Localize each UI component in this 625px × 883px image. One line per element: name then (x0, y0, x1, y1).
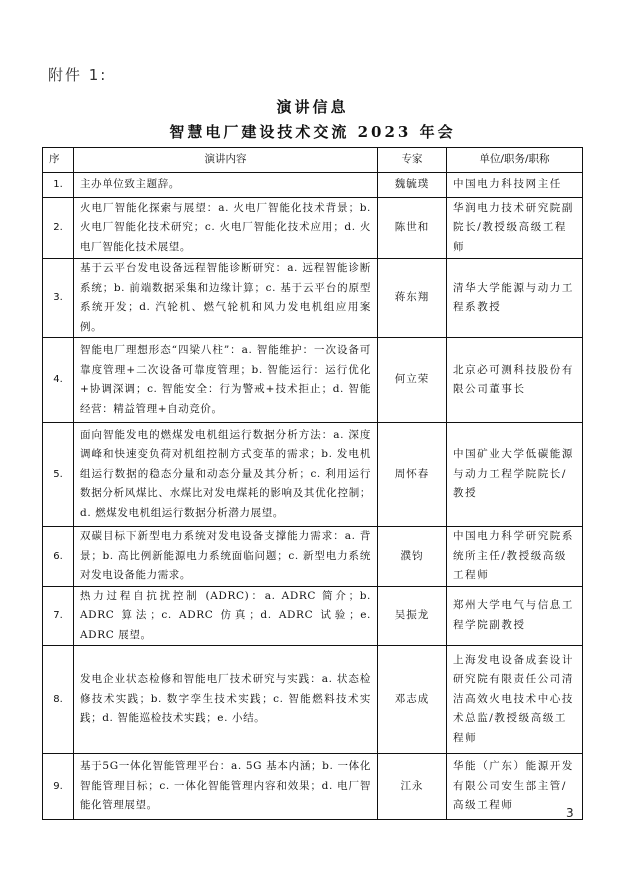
row-number: 7. (43, 586, 74, 646)
table-row (43, 173, 583, 198)
table-row (43, 646, 583, 754)
speech-content: 面向智能发电的燃煤发电机组运行数据分析方法：a. 深度调峰和快速变负荷对机组控制方式变革的需求；b. 发电机组运行数据的稳态分量和动态分量及其分析；c. 利用运行数据分析风煤比、水煤比对发电煤耗的影响及其优化控制；d. 燃煤发电机组运行数据分析潜力展望。 (74, 423, 378, 527)
speech-content: 基于云平台发电设备远程智能诊断研究：a. 远程智能诊断系统；b. 前端数据采集和边缘计算；c. 基于云平台的原型系统开发；d. 汽轮机、燃气轮机和风力发电机组应用案例。 (74, 259, 378, 338)
table-row (43, 259, 583, 338)
speech-schedule-table (42, 147, 583, 820)
header-org: 单位/职务/职称 (447, 148, 583, 173)
table-row (43, 423, 583, 527)
speech-content: 火电厂智能化探索与展望：a. 火电厂智能化技术背景；b. 火电厂智能化技术研究；c. 火电厂智能化技术应用；d. 火电厂智能化技术展望。 (74, 198, 378, 259)
table-row (43, 754, 583, 820)
row-number: 4. (43, 338, 74, 423)
speech-content: 基于5G一体化智能管理平台：a. 5G 基本内涵；b. 一体化智能管理目标；c. 一体化智能管理内容和效果；d. 电厂智能化管理展望。 (74, 754, 378, 820)
row-number: 9. (43, 754, 74, 820)
speaker-name: 邓志成 (378, 646, 447, 754)
speaker-org: 北京必可测科技股份有限公司董事长 (447, 338, 583, 423)
speaker-org: 华润电力技术研究院副院长/教授级高级工程师 (447, 198, 583, 259)
speaker-name: 周怀春 (378, 423, 447, 527)
row-number: 5. (43, 423, 74, 527)
row-number: 8. (43, 646, 74, 754)
speech-content: 主办单位致主题辞。 (74, 173, 378, 198)
table-header-row (43, 148, 583, 173)
attachment-label: 附件 1: (48, 66, 108, 84)
speaker-name: 陈世和 (378, 198, 447, 259)
speech-content: 双碳目标下新型电力系统对发电设备支撑能力需求：a. 背景；b. 高比例新能源电力系统面临问题；c. 新型电力系统对发电设备能力需求。 (74, 527, 378, 587)
header-speaker: 专家 (378, 148, 447, 173)
speaker-org: 华能（广东）能源开发有限公司安生部主管/高级工程师 (447, 754, 583, 820)
speaker-name: 魏毓璞 (378, 173, 447, 198)
page-number: 3 (566, 806, 574, 820)
document-subtitle: 智慧电厂建设技术交流 2023 年会 (169, 123, 456, 141)
table-row (43, 198, 583, 259)
speaker-org: 中国矿业大学低碳能源与动力工程学院院长/教授 (447, 423, 583, 527)
speaker-org: 上海发电设备成套设计研究院有限责任公司清洁高效火电技术中心技术总监/教授级高级工程师 (447, 646, 583, 754)
row-number: 2. (43, 198, 74, 259)
speaker-name: 何立荣 (378, 338, 447, 423)
speech-content: 智能电厂理想形态“四梁八柱”：a. 智能维护：一次设备可靠度管理+二次设备可靠度管理；b. 智能运行：运行优化+协调深调；c. 智能安全：行为警戒+技术拒止；d. 智能经营：精益管理+自动竞价。 (74, 338, 378, 423)
speaker-name: 吴振龙 (378, 586, 447, 646)
table-row (43, 527, 583, 587)
row-number: 6. (43, 527, 74, 587)
speaker-org: 郑州大学电气与信息工程学院副教授 (447, 586, 583, 646)
row-number: 3. (43, 259, 74, 338)
row-number: 1. (43, 173, 74, 198)
table-row (43, 338, 583, 423)
speaker-org: 中国电力科学研究院系统所主任/教授级高级工程师 (447, 527, 583, 587)
header-no: 序 (43, 148, 74, 173)
speaker-name: 江永 (378, 754, 447, 820)
speech-content: 热力过程自抗扰控制 (ADRC)：a. ADRC 简介；b. ADRC 算法；c. ADRC 仿真；d. ADRC 试验；e. ADRC 展望。 (74, 586, 378, 646)
speaker-org: 中国电力科技网主任 (447, 173, 583, 198)
header-content: 演讲内容 (74, 148, 378, 173)
speaker-name: 蒋东翔 (378, 259, 447, 338)
table-row (43, 586, 583, 646)
speaker-org: 清华大学能源与动力工程系教授 (447, 259, 583, 338)
speaker-name: 濮钧 (378, 527, 447, 587)
document-title: 演讲信息 (276, 98, 349, 116)
speech-content: 发电企业状态检修和智能电厂技术研究与实践：a. 状态检修技术实践；b. 数字孪生技术实践；c. 智能燃料技术实践；d. 智能巡检技术实践；e. 小结。 (74, 646, 378, 754)
